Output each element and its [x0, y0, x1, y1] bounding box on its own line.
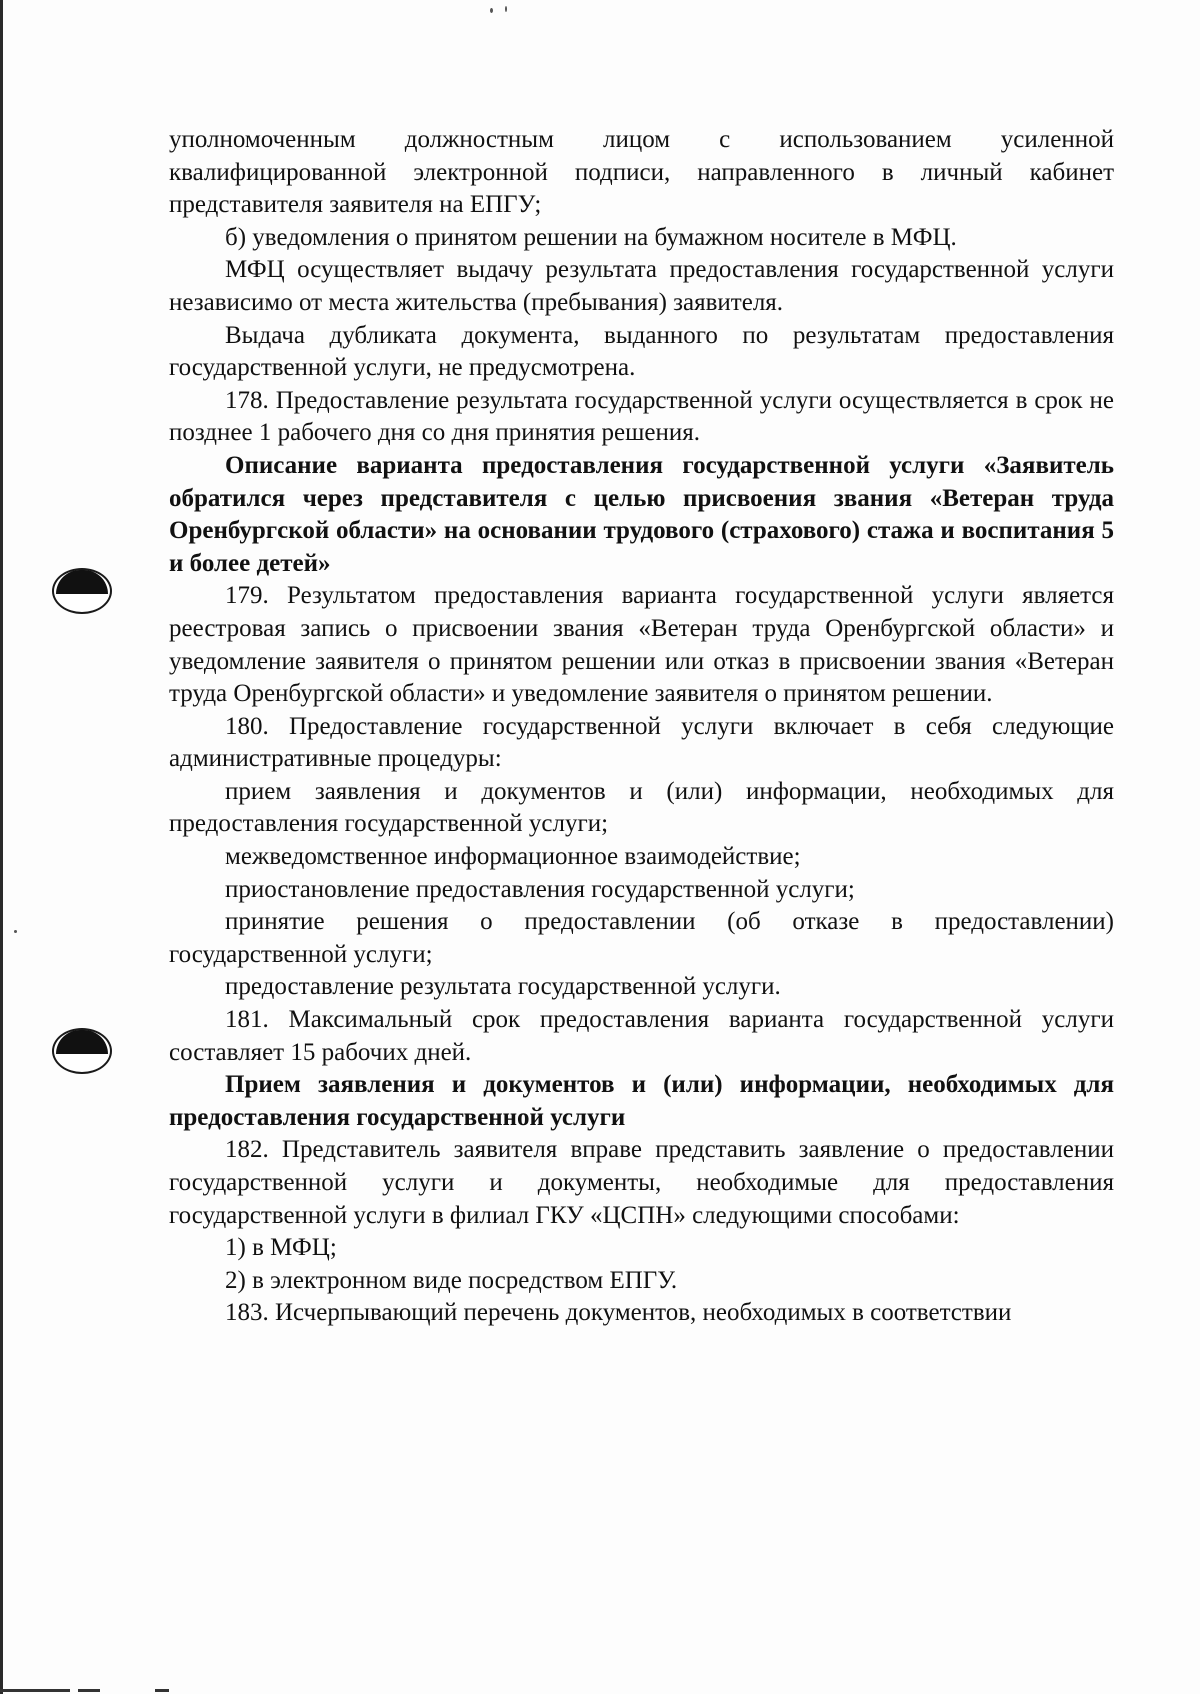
- scan-bottom-mark: [155, 1689, 169, 1692]
- paragraph-continuation: уполномоченным должностным лицом с использованием усиленной квалифицированной электронной подписи, направленного в личный кабинет представителя заявителя на ЕПГУ;: [169, 126, 1114, 219]
- procedure-item: предоставление результата государственной услуги.: [225, 973, 781, 1001]
- scan-speck: [490, 8, 493, 13]
- scan-bottom-mark: [78, 1689, 100, 1692]
- paragraph-182: 182. Представитель заявителя вправе представить заявление о предоставлении государственной услуги и документы, необходимые для предоставления государственной услуги в филиал ГКУ «ЦСПН» следующими способами:: [169, 1136, 1114, 1229]
- paragraph-178: 178. Предоставление результата государственной услуги осуществляется в срок не позднее 1 рабочего дня со дня принятия решения.: [169, 386, 1114, 447]
- scan-speck: [505, 6, 507, 12]
- procedure-item: прием заявления и документов и (или) информации, необходимых для предоставления государственной услуги;: [169, 777, 1114, 838]
- method-item: 1) в МФЦ;: [225, 1234, 337, 1262]
- paragraph-181: 181. Максимальный срок предоставления варианта государственной услуги составляет 15 рабочих дней.: [169, 1006, 1114, 1066]
- paragraph-item-b: б) уведомления о принятом решении на бумажном носителе в МФЦ.: [225, 223, 957, 251]
- scan-bottom-mark: [0, 1689, 70, 1692]
- paragraph-179: 179. Результатом предоставления варианта государственной услуги является реестровая запись о присвоении звания «Ветеран труда Оренбургской области» и уведомление заявителя о принятом решении или отказ в присвоении звания «Ветеран труда Оренбургской области» и уведомление заявителя о принятом решении.: [169, 582, 1114, 708]
- paragraph-duplicate: Выдача дубликата документа, выданного по результатам предоставления государственной услуги, не предусмотрена.: [169, 321, 1114, 382]
- section-heading-reception: Прием заявления и документов и (или) информации, необходимых для предоставления государственной услуги: [169, 1071, 1114, 1131]
- procedure-item: межведомственное информационное взаимодействие;: [225, 843, 801, 871]
- document-body: [169, 124, 1114, 1330]
- procedure-item: приостановление предоставления государственной услуги;: [225, 875, 855, 903]
- method-item: 2) в электронном виде посредством ЕПГУ.: [225, 1266, 678, 1294]
- paragraph-mfc-delivery: МФЦ осуществляет выдачу результата предоставления государственной услуги независимо от места жительства (пребывания) заявителя.: [169, 256, 1114, 316]
- section-heading-variant: Описание варианта предоставления государственной услуги «Заявитель обратился через представителя с целью присвоения звания «Ветеран труда Оренбургской области» на основании трудового (страхового) стажа и воспитания 5 и более детей»: [169, 451, 1114, 577]
- paragraph-183: 183. Исчерпывающий перечень документов, необходимых в соответствии: [225, 1299, 1012, 1327]
- punch-hole-upper: [52, 568, 112, 614]
- scan-speck: [14, 930, 17, 933]
- procedure-item: принятие решения о предоставлении (об отказе в предоставлении) государственной услуги;: [169, 908, 1114, 968]
- paragraph-180: 180. Предоставление государственной услуги включает в себя следующие административные процедуры:: [169, 712, 1114, 773]
- punch-hole-lower: [52, 1028, 112, 1074]
- scan-left-edge: [0, 0, 3, 1694]
